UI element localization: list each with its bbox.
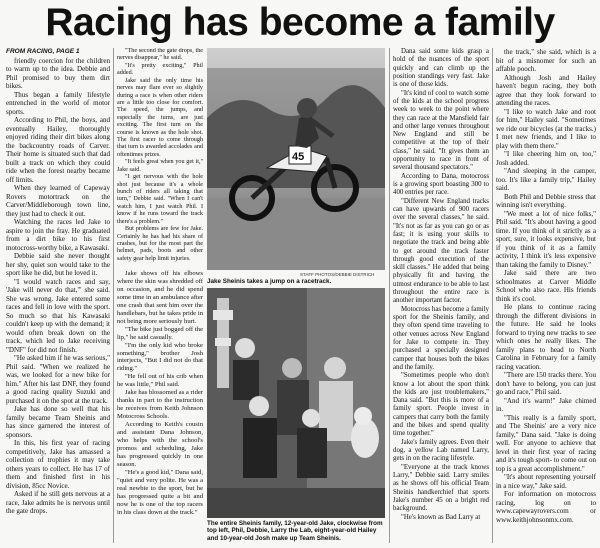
- paragraph: Jake shows off his elbows where the skin was shredded off on occasion, and he did spend some time in an ambulance after one crash that sent him over the handlebars, but he takes pride in not being more seriously hurt.: [117, 270, 203, 325]
- photo-family: [207, 288, 385, 518]
- paragraph: "I'm the only kid who broke something," brother Josh interjects, "But I did not do that riding.": [117, 341, 203, 373]
- paragraph: "There are 150 tracks there. You don't have to belong, you can just go and race," Phil said.: [496, 371, 596, 396]
- paragraph: "I get nervous with the hole shot just because it's a whole bunch of riders all taking that turn," Debbie said. "When I can't watch him, I just watch Phil. I know if he runs toward the track there's a problem.": [117, 174, 203, 225]
- paragraph: "And it's warm!" Jake chimed in.: [496, 396, 596, 413]
- paragraph: "Different New England tracks can have upwards of 900 racers over the several classes," he said. "It's not as far as you can go or as fast; it is using your skills to negotiate the track and being able to get around the track faster through good execution of the skill classes." He added that being physically fit and having the utmost endurance to be able to last throughout the entire race is another important factor.: [393, 197, 489, 305]
- article-column-3: [393, 48, 489, 543]
- paragraph: Jake has blossomed as a rider thanks in part to the instruction he receives from Keith Johnson Motocross Schools.: [117, 389, 203, 421]
- paragraph: "He's a good kid," Dana said, "quiet and very polite. He was a real newbie to the sport, but he has progressed quite a bit and now he is one of the top racers in his class down at the track.": [117, 468, 203, 516]
- paragraph: Although Josh and Hailey haven't begun racing, they both agree that they look forward to attending the races.: [496, 73, 596, 107]
- paragraph: Jake said there are two schoolmates at Carver Middle School who also race. His friends think it's cool.: [496, 269, 596, 303]
- paragraph: "It's about representing yourself in a nice way," Jake said.: [496, 473, 596, 490]
- paragraph: Debbie said she never thought her shy, quiet son would take to the sport like he did, but he loved it.: [6, 252, 110, 277]
- article-column-1: [6, 48, 110, 543]
- paragraph: "It's pretty exciting," Phil added.: [117, 62, 203, 77]
- paragraph: According to Phil, the boys, and eventually Hailey, thoroughly enjoyed riding their dirt bikes along the backcountry roads of Carver. Their home is situated such that dad built a track on which they could ride when the forest nearby became off limits.: [6, 116, 110, 184]
- paragraph: "It feels great when you get it," Jake said.: [117, 159, 203, 173]
- paragraph: "Everyone at the track knows Larry," Debbie said. Larry smiles as he shows off his official Team Sheinis handkerchief that sports Jake's number 45 on a bright red background.: [393, 463, 489, 513]
- paragraph: "I would watch races and say, 'Jake will never do that,'" she said. She was wrong. Jake entered some races and fell in love with the sport. So much so that his Kawasaki couldn't keep up with the demand; it would often break down on the track, which led to Jake receiving "DNF" for did not finish.: [6, 277, 110, 354]
- paragraph: "He asked him if he was serious," Phil said. "When we realized he was, we looked for a new bike for him." After his last DNF, they found a good racing quality Suzuki and purchased it on the spot at the track.: [6, 354, 110, 405]
- paragraph: Jake has done so well that his family became Team Sheinis and has since garnered the interest of sponsors.: [6, 405, 110, 439]
- paragraph: "This really is a family sport, and The Sheinis' are a very nice family," Dana said. "Jake is doing well. For anyone to achieve that level in their first year of racing and it's tough sport- to come out on top is a great accomplishment.": [496, 413, 596, 473]
- paragraph: Motocross has become a family sport for the Sheinis family, and they often spend time traveling to other venues across New England for Jake to compete in. They purchased a specially designed camper that houses both the bikes and the family.: [393, 305, 489, 371]
- column-rule: [389, 48, 390, 543]
- paragraph: "And sleeping in the camper, too. It's like a family trip," Hailey said.: [496, 167, 596, 192]
- article-column-2-top: [117, 48, 203, 263]
- paragraph: Jake's family agrees. Even their dog, a yellow Lab named Larry, gets in on the racing lifestyle.: [393, 438, 489, 463]
- paragraph: "He's known as Bad Larry at: [401, 513, 481, 521]
- paragraph: Asked if he still gets nervous at a race, Jake admits he is nervous until the gate drops.: [6, 490, 110, 515]
- family-photo-image: [207, 288, 385, 518]
- paragraph: But problems are few for Jake. Certainly he has had his share of crashes, but for the most part the helmet, pads, boots and other safety gear help limit injuries.: [117, 226, 203, 262]
- paragraph: "Sometimes people who don't know a lot about the sport think the kids are just troublemakers," Dana said. "But this is more of a family sport. People invest in campers that carry both the family and the bikes and spend quality time together.": [393, 372, 489, 438]
- article-column-4: [496, 48, 596, 543]
- paragraph: "I like to watch Jake and root for him," Hailey said. "Sometimes we ride our bicycles (at the tracks.) I met new friends, and I like to play with them there.": [496, 107, 596, 150]
- bike-number-plate: 45: [292, 151, 305, 163]
- paragraph: friendly coercion for the children to warm up to the idea. Debbie and Phil promised to buy them dirt bikes.: [6, 56, 110, 90]
- paragraph: For information on motocross racing, log on to www.capewayrovers.com or www.keithjohnsonmx.com.: [496, 490, 596, 524]
- paragraph: "It's kind of cool to watch some of the kids at the school progress week to week to the point where they can race at the Mansfield fair and other large venues throughout New England and still be competitive at the top of their class," he said. "It gives them an opportunity to race in front of several thousand spectators.": [393, 89, 489, 172]
- paragraph: He plans to continue racing through the different divisions in the future. He said he looks forward to trying new tracks to see which ones he really likes. The family plans to head to North Carolina in February for a family racing vacation.: [496, 303, 596, 371]
- paragraph: Thus began a family lifestyle entrenched in the world of motor sports.: [6, 90, 110, 116]
- paragraph: "The second the gate drops, the nerves disappear," he said.: [117, 48, 203, 62]
- paragraph: According to Dana, motocross is a growing sport boasting 300 to 400 entries per race.: [393, 172, 489, 197]
- paragraph: When they learned of Capeway Rovers motortrack on the Carver/Middleborough town line, they just had to check it out.: [6, 184, 110, 218]
- paragraph: "He fell out of his crib when he was little," Phil said.: [117, 373, 203, 389]
- paragraph: "The bike just bogged off the lip," he said casually.: [117, 325, 203, 341]
- paragraph: "I like cheering him on, too," Josh added.: [496, 150, 596, 167]
- paragraph: Both Phil and Debbie stress that winning isn't everything.: [496, 192, 596, 209]
- paragraph: According to Keith's cousin and assistant Dana Johnson, who helps with the school's promos and scheduling, Jake has progressed quickly in one season.: [117, 421, 203, 468]
- paragraph: "We meet a lot of nice folks," Phil said. "It's about having a good time. If you think of it strictly as a sport, sure, it looks expensive, but if you think of it as a family activity, I think it's less expensive than taking the family to Disney.": [496, 209, 596, 269]
- paragraph: In this, his first year of racing competitively, Jake has amassed a collection of trophies it may take others years to collect. He has 17 of them and finished first in his division, 85cc Novice.: [6, 439, 110, 490]
- paragraph: Watching the races led Jake to aspire to join the fray. He graduated from a dirt bike to his first motocross-worthy bike, a Kawasaki.: [6, 218, 110, 252]
- article-column-2-bottom: [117, 270, 203, 543]
- column-rule: [492, 48, 493, 543]
- photo-caption-family: The entire Sheinis family, 12-year-old Jake, clockwise from top left, Phil, Debbie, Larry the Lab, eight-year-old Hailey and 10-year-old Josh make up Team Sheinis.: [207, 520, 383, 542]
- paragraph: the track," she said, which is a bit of a misnomer for such an affable pooch.: [496, 48, 596, 73]
- paragraph: Jake said the only time his nerves may flare ever so slightly during a race is when other riders are a little too close for comfort. The speed, the jumps, and especially the turns, are just exciting. The first turn on the course is known as the hole shot. The first racer to come through that turn is awarded accolades and oftentimes prizes.: [117, 77, 203, 158]
- kicker: FROM RACING, PAGE 1: [6, 48, 80, 55]
- photo-credit: STAFF PHOTOS/DEBBIE DISTRICH: [300, 272, 375, 277]
- column-rule: [113, 48, 114, 543]
- headline: Racing has become a family: [45, 1, 555, 44]
- photo-caption-jump: Jake Sheinis takes a jump on a racetrack.: [207, 278, 332, 285]
- paragraph: Dana said some kids grasp a hold of the nuances of the sport quickly and can climb up the position standings very fast. Jake is one of those kids.: [393, 48, 489, 89]
- motocross-photo-image: [207, 48, 385, 270]
- photo-motocross-jump: [207, 48, 385, 270]
